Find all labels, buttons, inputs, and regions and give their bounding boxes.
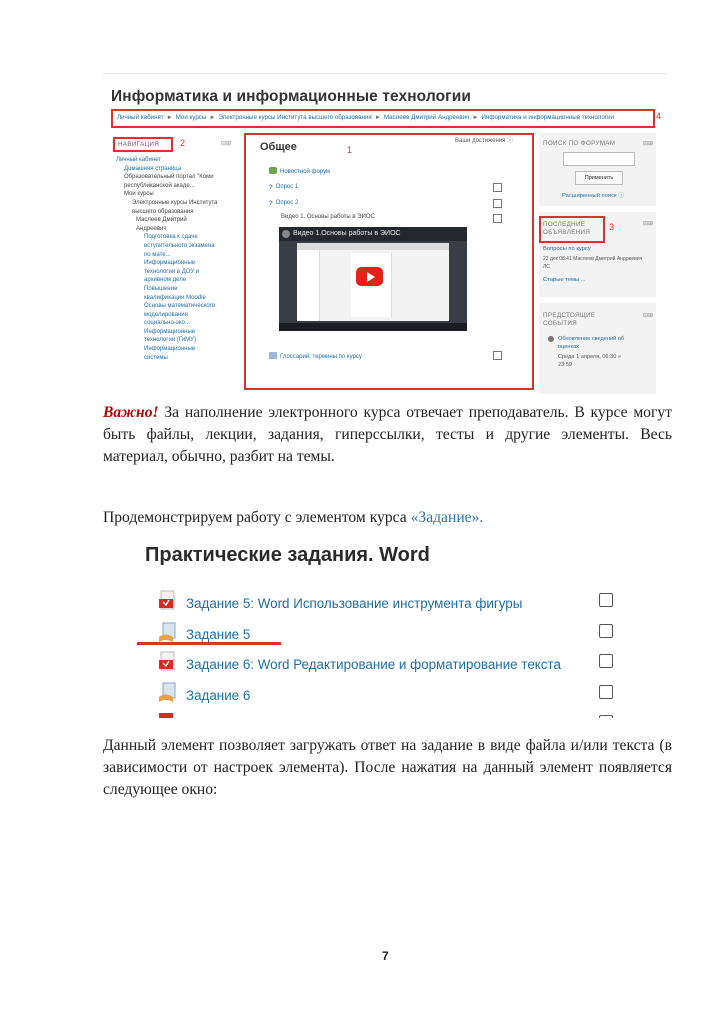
nav-item: Андреевич xyxy=(136,225,167,232)
demo-paragraph xyxy=(103,507,672,529)
page-number: 7 xyxy=(382,949,389,963)
block-controls-icon[interactable]: ⊟⊞ xyxy=(643,313,654,319)
activity-label: Глоссарий: термины по курсу xyxy=(280,354,362,360)
nav-item[interactable]: Информационные xyxy=(144,346,196,353)
nav-item[interactable]: республиканской акаде... xyxy=(124,182,195,189)
paragraph-text: Продемонстрируем работу с элементом курса xyxy=(103,509,411,526)
completion-checkbox[interactable] xyxy=(599,593,613,607)
achievements-link[interactable]: Ваши достижения ⓘ xyxy=(455,138,514,144)
completion-checkbox[interactable] xyxy=(493,183,502,192)
nav-item: технологии в ДОУ и xyxy=(144,268,200,275)
activity-forum[interactable] xyxy=(269,167,330,175)
nav-heading: НАВИГАЦИЯ xyxy=(118,141,160,148)
practical-tasks-screenshot xyxy=(137,538,617,718)
breadcrumb-item[interactable]: Личный кабинет xyxy=(117,114,164,121)
nav-item: системы xyxy=(144,354,168,361)
task-link[interactable]: Задание 6 xyxy=(186,688,251,703)
nav-item: высшего образования xyxy=(132,208,194,215)
breadcrumb-item[interactable]: Маслеев Дмитрий Андреевич xyxy=(383,114,470,121)
nav-item[interactable]: Информационные xyxy=(144,260,196,267)
question-icon: ? xyxy=(269,185,273,191)
question-icon: ? xyxy=(269,201,273,207)
video-controls-bar[interactable] xyxy=(279,323,467,331)
marker-number: 4 xyxy=(656,111,662,121)
breadcrumb-item[interactable]: Информатика и информационные технологии xyxy=(481,114,614,121)
task-link[interactable]: Задание 5: Word Использование инструмента фигуры xyxy=(186,596,523,611)
assignment-link[interactable]: «Задание». xyxy=(410,509,484,526)
announcements-heading: ОБЪЯВЛЕНИЯ xyxy=(543,229,591,236)
video-frame-sidebar xyxy=(297,250,320,321)
breadcrumb-separator-icon: ► xyxy=(209,114,216,121)
completion-checkbox[interactable] xyxy=(493,199,502,208)
block-controls-icon[interactable]: ⊟⊞ xyxy=(221,141,232,147)
nav-item: по мате... xyxy=(144,251,171,258)
important-label: Важно! xyxy=(103,404,159,421)
section-title: Практические задания. Word xyxy=(145,544,430,566)
activity-poll-1[interactable] xyxy=(269,184,298,192)
announcements-heading: ПОСЛЕДНИЕ xyxy=(543,221,586,228)
nav-item[interactable]: Маслеев Дмитрий xyxy=(136,217,187,224)
nav-item[interactable]: Повышение xyxy=(144,285,178,292)
announcement-meta: 22 дек 08:41 Маслеев Дмитрий Андреевич xyxy=(543,256,643,262)
events-heading: СОБЫТИЯ xyxy=(543,320,578,327)
search-apply-button[interactable]: Применить xyxy=(575,171,623,185)
important-paragraph xyxy=(103,402,672,468)
marker-number: 1 xyxy=(347,145,353,155)
breadcrumb-separator-icon: ► xyxy=(472,114,479,121)
video-title: Видео 1.Основы работы в ЭИОС xyxy=(293,230,401,237)
video-player[interactable] xyxy=(279,227,467,331)
completion-checkbox[interactable] xyxy=(493,351,502,360)
task-link[interactable]: Задание 5 xyxy=(186,627,251,642)
block-controls-icon[interactable]: ⊟⊞ xyxy=(643,141,654,147)
activity-glossary[interactable] xyxy=(269,352,362,360)
marker-number: 3 xyxy=(609,222,615,232)
play-icon[interactable] xyxy=(356,267,383,286)
highlight-underline xyxy=(137,642,281,645)
nav-item: моделирования xyxy=(144,311,188,318)
completion-checkbox[interactable] xyxy=(599,654,613,668)
moodle-course-screenshot xyxy=(103,73,666,394)
block-controls-icon[interactable]: ⊟⊞ xyxy=(643,221,654,227)
section-title: Общее xyxy=(260,141,297,153)
completion-checkbox[interactable] xyxy=(493,214,502,223)
announcement-topic[interactable]: Вопросы по курсу xyxy=(543,246,591,252)
clock-icon xyxy=(548,336,554,342)
forum-icon xyxy=(269,167,277,174)
event-link[interactable]: Обновление сведений об xyxy=(558,336,625,342)
forum-search-input[interactable] xyxy=(563,152,635,166)
breadcrumb-item[interactable]: Мои курсы xyxy=(175,114,207,121)
nav-tree xyxy=(116,156,244,362)
pdf-file-icon xyxy=(159,713,177,718)
event-date: Среда 1 апреля, 06:30 » xyxy=(558,354,621,360)
activity-label: Опрос 1 xyxy=(275,184,299,190)
announcement-meta: ЛС xyxy=(543,264,550,270)
nav-item[interactable]: Подготовка к сдаче xyxy=(144,234,198,241)
nav-item: квалификации Moodle xyxy=(144,294,206,301)
marker-number: 2 xyxy=(180,138,186,148)
activity-label: Новостной форум xyxy=(280,169,331,175)
completion-checkbox[interactable] xyxy=(599,685,613,699)
paragraph-text: За наполнение электронного курса отвечает преподаватель. В курсе могут быть файлы, лекции, задания, гиперссылки, тесты и другие элементы. Весь материал, обычно, разбит на темы. xyxy=(103,404,672,465)
pdf-file-icon xyxy=(159,651,177,673)
event-link[interactable]: оценках xyxy=(558,344,579,350)
older-topics-link[interactable]: Старые темы ... xyxy=(543,277,586,283)
breadcrumb xyxy=(117,114,614,121)
activity-label: Опрос 2 xyxy=(275,200,299,206)
completion-checkbox[interactable] xyxy=(599,624,613,638)
nav-item[interactable]: Мои курсы xyxy=(124,191,154,198)
nav-item: технологии (ГиМУ) xyxy=(144,337,196,344)
task-link[interactable]: Задание 6: Word Редактирование и форматирование текста xyxy=(186,657,561,672)
nav-item: социально-эко... xyxy=(144,320,190,327)
assignment-icon xyxy=(159,622,177,644)
assignment-icon xyxy=(159,682,177,704)
nav-item: архивном деле xyxy=(144,277,187,284)
breadcrumb-separator-icon: ► xyxy=(166,114,173,121)
pdf-file-icon xyxy=(159,590,177,612)
event-date: 23:59 xyxy=(558,362,572,368)
video-label: Видео 1. Основы работы в ЭИОС xyxy=(281,214,375,220)
channel-avatar-icon xyxy=(282,230,290,238)
nav-item[interactable]: Личный кабинет xyxy=(116,157,162,163)
advanced-search-link[interactable]: Расширенный поиск ⓘ xyxy=(562,193,624,199)
events-heading: ПРЕДСТОЯЩИЕ xyxy=(543,312,596,319)
completion-checkbox[interactable] xyxy=(599,715,613,718)
video-frame-bar xyxy=(297,243,449,250)
nav-item[interactable]: Домашняя страница xyxy=(124,165,182,172)
glossary-icon xyxy=(269,352,277,359)
nav-item[interactable]: Образовательный портал "Коми xyxy=(124,174,214,181)
activity-poll-2[interactable] xyxy=(269,200,298,208)
nav-item[interactable]: Основы математического xyxy=(144,303,216,310)
course-title: Информатика и информационные технологии xyxy=(111,88,471,105)
breadcrumb-item[interactable]: Электронные курсы Института высшего образования xyxy=(218,114,372,121)
search-forums-heading: ПОИСК ПО ФОРУМАМ xyxy=(543,140,616,147)
description-paragraph: Данный элемент позволяет загружать ответ на задание в виде файла и/или текста (в зависимости от настроек элемента). После нажатия на данный элемент появляется следующее окно: xyxy=(103,737,672,798)
nav-item[interactable]: Информационные xyxy=(144,328,196,335)
breadcrumb-separator-icon: ► xyxy=(374,114,381,121)
nav-item[interactable]: Электронные курсы Института xyxy=(132,199,218,206)
nav-item: вступительного экзамена xyxy=(144,242,215,249)
